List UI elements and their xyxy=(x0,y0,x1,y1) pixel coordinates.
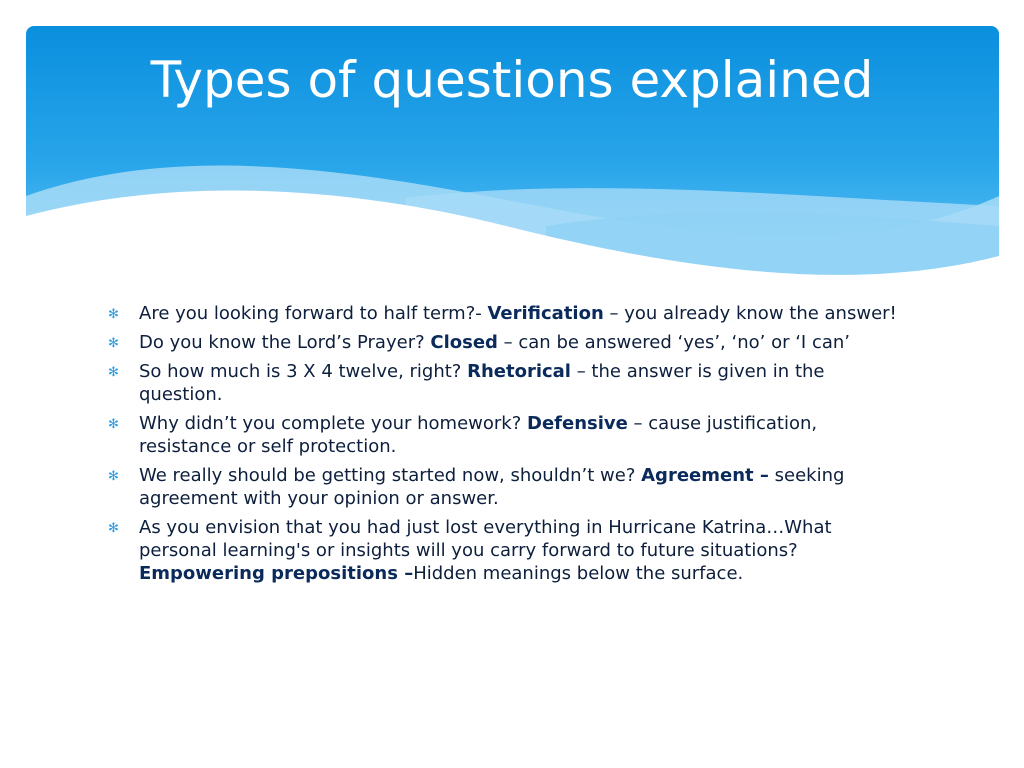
slide-title: Types of questions explained xyxy=(150,51,874,109)
question-explanation: – the answer is given in the question. xyxy=(139,361,825,405)
asterisk-icon: ✻ xyxy=(108,469,119,484)
question-type-term: Agreement – xyxy=(641,465,769,486)
question-explanation: – can be answered ‘yes’, ‘no’ or ‘I can’ xyxy=(497,332,851,353)
question-text: Why didn’t you complete your homework? xyxy=(139,413,527,434)
question-explanation: – cause justification, resistance or self protection. xyxy=(139,413,818,457)
question-explanation: – you already know the answer! xyxy=(603,303,897,324)
list-item xyxy=(108,302,908,325)
list-item xyxy=(108,412,908,458)
question-type-term: Verification xyxy=(487,303,604,324)
list-item xyxy=(108,516,908,585)
question-explanation: seeking agreement with your opinion or answer. xyxy=(139,465,845,509)
question-text: We really should be getting started now, shouldn’t we? xyxy=(139,465,642,486)
question-type-term: Defensive xyxy=(527,413,628,434)
list-item xyxy=(108,360,908,406)
question-text: Are you looking forward to half term?- xyxy=(139,303,488,324)
question-explanation: Hidden meanings below the surface. xyxy=(413,563,744,584)
question-type-term: Rhetorical xyxy=(467,361,571,382)
asterisk-icon: ✻ xyxy=(108,417,119,432)
question-type-term: Closed xyxy=(430,332,498,353)
question-type-term: Empowering prepositions – xyxy=(139,563,414,584)
asterisk-icon: ✻ xyxy=(108,365,119,380)
list-item xyxy=(108,464,908,510)
list-item xyxy=(108,331,908,354)
question-text: As you envision that you had just lost everything in Hurricane Katrina…What personal learning's or insights will you carry forward to future situations? xyxy=(139,517,832,561)
question-text: Do you know the Lord’s Prayer? xyxy=(139,332,431,353)
asterisk-icon: ✻ xyxy=(108,521,119,536)
asterisk-icon: ✻ xyxy=(108,336,119,351)
bullet-list xyxy=(108,302,908,591)
question-text: So how much is 3 X 4 twelve, right? xyxy=(139,361,468,382)
asterisk-icon: ✻ xyxy=(108,307,119,322)
